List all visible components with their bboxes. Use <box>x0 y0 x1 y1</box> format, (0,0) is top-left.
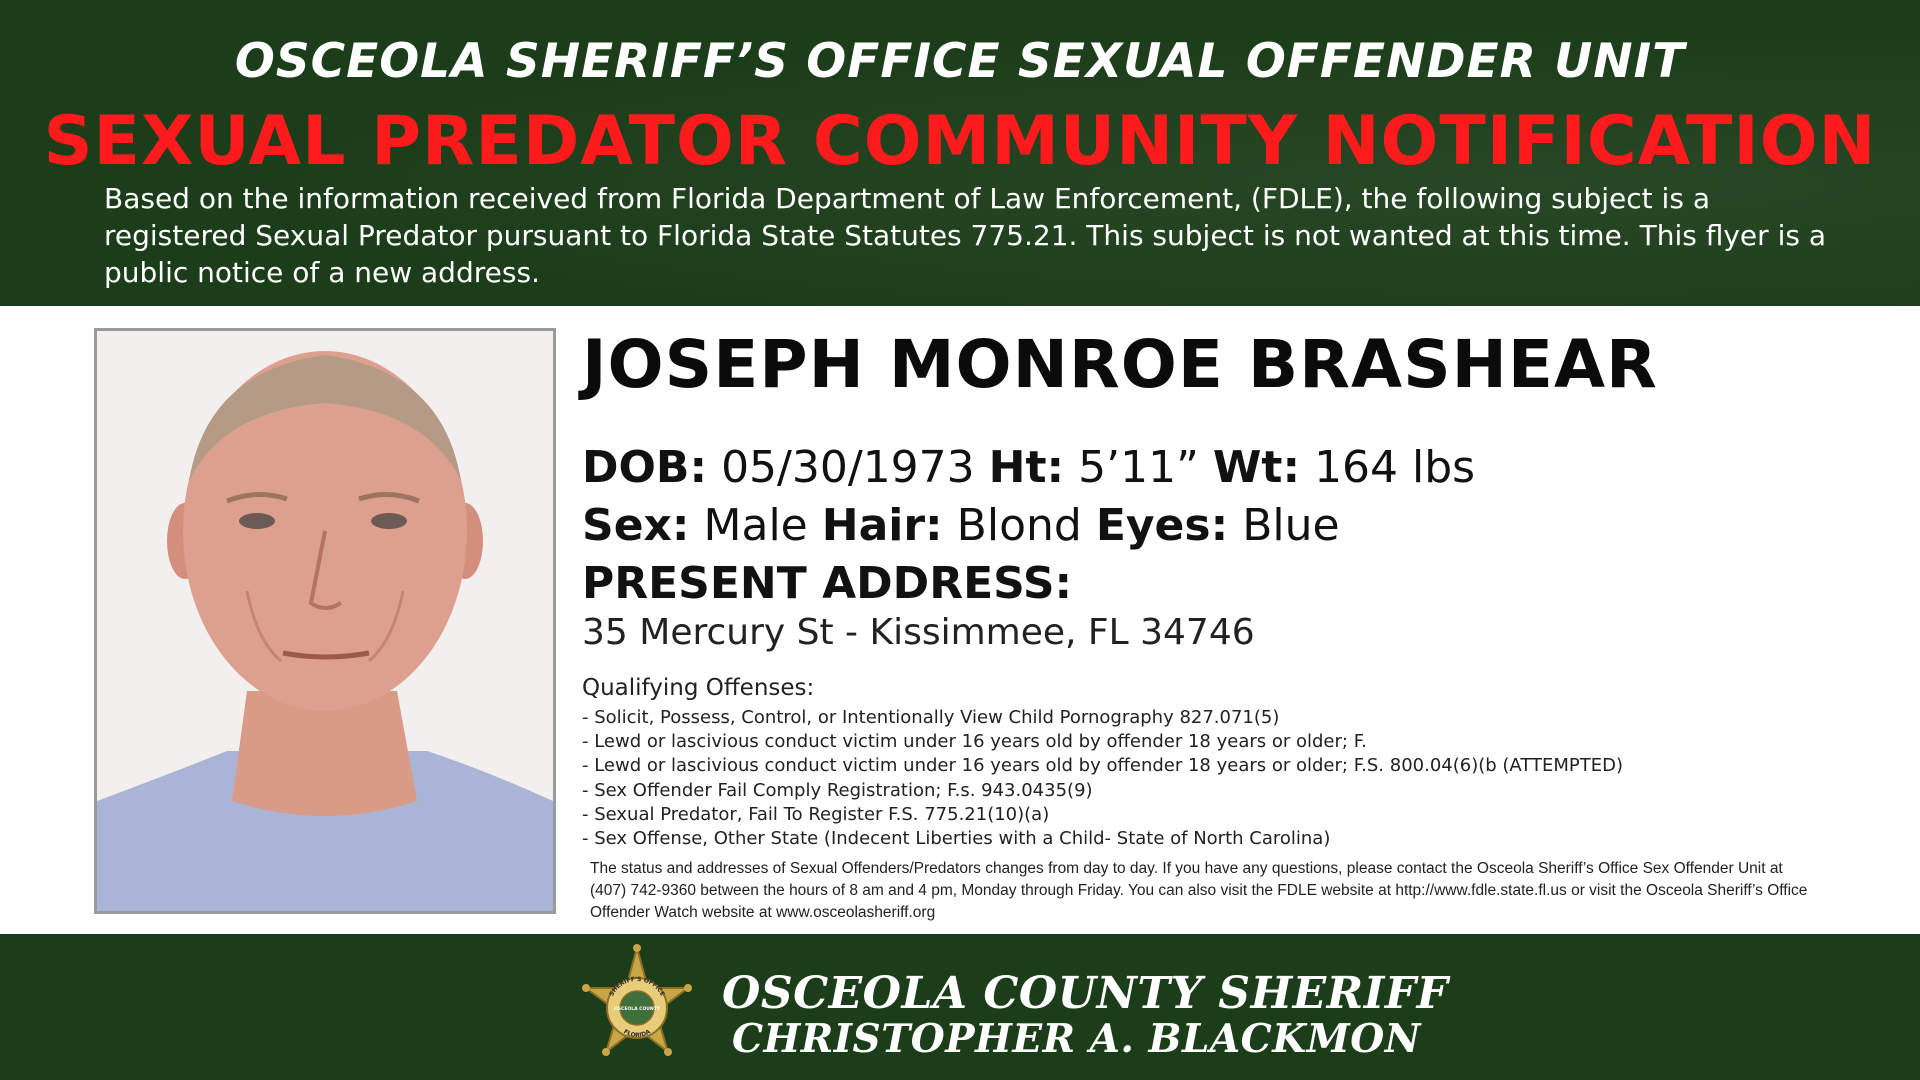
eyes-label: Eyes: <box>1095 500 1229 551</box>
subject-photo <box>94 328 556 914</box>
subject-portrait-illustration <box>97 331 553 911</box>
unit-title: OSCEOLA SHERIFF’S OFFICE SEXUAL OFFENDER UNIT <box>234 34 1686 89</box>
hair-value: Blond <box>956 500 1082 551</box>
sex-value: Male <box>703 500 808 551</box>
disclaimer-text: The status and addresses of Sexual Offenders/Predators changes from day to day. If you have any questions, please contact the Osceola Sheriff’s Office Sex Offender Unit at (407) 742-9360 between the hours of 8 am and 4 pm, Monday through Friday. You can also visit the FDLE website at http://www.fdle.state.fl.us or visit the Osceola Sheriff’s Office Offender Watch website at www.osceolasheriff.org <box>590 860 1808 921</box>
weight-label: Wt: <box>1212 442 1301 493</box>
intro-text: Based on the information received from Florida Department of Law Enforcement, (FDLE), the following subject is a registered Sexual Predator pursuant to Florida State Statutes 775.21. This subject is not wanted at this time. This flyer is a public notice of a new address. <box>104 182 1826 289</box>
physical-details-line-1 <box>582 442 1882 493</box>
address-label: PRESENT ADDRESS: <box>582 558 1073 609</box>
sheriff-office-name: OSCEOLA COUNTY SHERIFF <box>722 968 1449 1019</box>
list-item: - Solicit, Possess, Control, or Intentionally View Child Pornography 827.071(5) <box>582 707 1280 728</box>
header-band <box>0 0 1920 306</box>
list-item: - Lewd or lascivious conduct victim under 16 years old by offender 18 years or older; F.S. 800.04(6)(b (ATTEMPTED) <box>582 755 1624 777</box>
offenses-list <box>582 706 1623 851</box>
badge-text-top: SHERIFF'S OFFICE <box>608 975 666 998</box>
offenses-label: Qualifying Offenses: <box>582 675 815 701</box>
dob-value: 05/30/1973 <box>721 442 975 493</box>
sex-label: Sex: <box>582 500 690 551</box>
notice-title: SEXUAL PREDATOR COMMUNITY NOTIFICATION <box>43 102 1877 181</box>
height-value: 5’11” <box>1078 442 1199 493</box>
eyes-value: Blue <box>1242 500 1340 551</box>
height-label: Ht: <box>988 442 1065 493</box>
list-item: - Sex Offense, Other State (Indecent Liberties with a Child- State of North Carolina) <box>582 828 1331 850</box>
badge-text-bottom: FLORIDA <box>622 1028 652 1040</box>
sheriff-name: CHRISTOPHER A. BLACKMON <box>732 1016 1421 1062</box>
list-item: - Sex Offender Fail Comply Registration; F.s. 943.0435(9) <box>582 779 1093 801</box>
list-item: - Lewd or lascivious conduct victim under 16 years old by offender 18 years or older; F. <box>582 731 1367 753</box>
list-item: - Sexual Predator, Fail To Register F.S. 775.21(10)(a) <box>582 803 1050 825</box>
subject-name: JOSEPH MONROE BRASHEAR <box>582 326 1658 403</box>
weight-value: 164 lbs <box>1314 442 1476 493</box>
hair-label: Hair: <box>821 500 943 551</box>
dob-label: DOB: <box>582 442 708 493</box>
physical-details-line-2 <box>582 500 1882 551</box>
badge-text-mid: OSCEOLA COUNTY <box>613 1007 661 1012</box>
sheriff-star-badge-icon <box>580 944 694 1072</box>
address-value: 35 Mercury St - Kissimmee, FL 34746 <box>582 612 1255 653</box>
